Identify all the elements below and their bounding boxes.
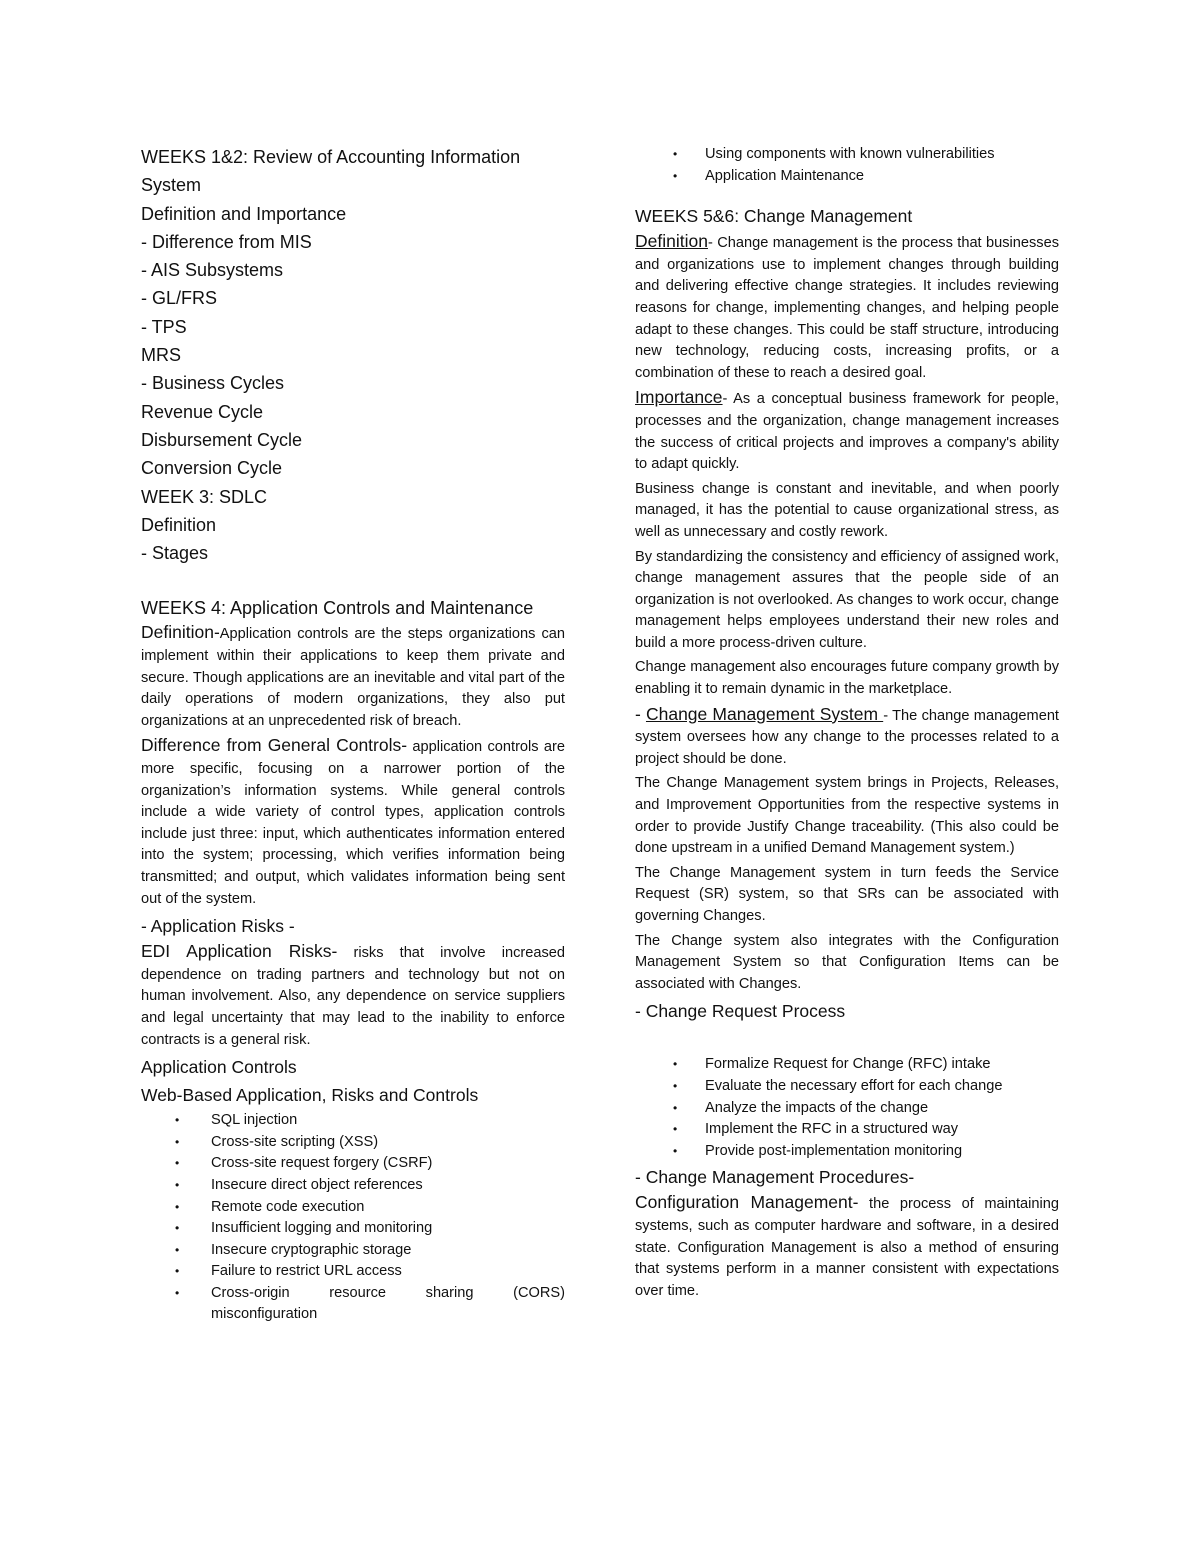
cm-importance-paragraph xyxy=(635,387,1059,475)
application-controls-heading: Application Controls xyxy=(141,1057,297,1078)
list-item: • Insecure cryptographic storage xyxy=(141,1240,565,1262)
cms-integrates-paragraph: The Change system also integrates with the Configuration Management System so that Configuration Items can be associated with Changes. xyxy=(635,932,1059,992)
outline-item: Disbursement Cycle xyxy=(141,429,303,450)
bullet-icon: • xyxy=(673,1057,678,1072)
list-item: • Cross-site request forgery (CSRF) xyxy=(141,1153,565,1175)
cm-definition-lead: Definition xyxy=(635,231,708,252)
spacer xyxy=(141,567,565,595)
bullet-icon: • xyxy=(673,1078,678,1093)
cms-prefix: - xyxy=(635,703,646,724)
difference-lead: Difference from General Controls- xyxy=(141,735,408,756)
list-item: • Cross-origin resource sharing (CORS) misconfiguration xyxy=(175,1284,565,1323)
web-based-heading: Web-Based Application, Risks and Controls xyxy=(141,1085,479,1106)
bullet-icon: • xyxy=(673,168,678,183)
bullet-icon: • xyxy=(175,1177,180,1192)
outline-item: - Stages xyxy=(141,543,209,564)
web-risks-list xyxy=(141,1110,565,1326)
bullet-icon: • xyxy=(175,1113,180,1128)
week-4-heading: WEEKS 4: Application Controls and Maintenance xyxy=(141,598,534,619)
cm-definition-paragraph xyxy=(635,231,1059,384)
change-request-heading: - Change Request Process xyxy=(635,1001,846,1022)
difference-text: application controls are more specific, focusing on a narrower portion of the organization’s information systems. While general controls include a wide variety of control types, application controls include just three: input, which authenticates information entered into the system; processing, which verifies information being transmitted; and output, which validates information being sent out of the system. xyxy=(141,739,565,907)
list-item: • Provide post-implementation monitoring xyxy=(635,1141,1059,1163)
bullet-icon: • xyxy=(175,1242,180,1257)
cm-importance-lead: Importance xyxy=(635,387,723,408)
request-process-list xyxy=(635,1054,1059,1162)
list-item: • Evaluate the necessary effort for each change xyxy=(635,1076,1059,1098)
definition-lead: Definition- xyxy=(141,622,220,643)
outline-item: - TPS xyxy=(141,316,187,337)
configuration-paragraph xyxy=(635,1192,1059,1302)
outline-item: - GL/FRS xyxy=(141,288,218,309)
weeks-1-2-heading-line-2: System xyxy=(141,175,202,196)
outline-item: - Business Cycles xyxy=(141,373,285,394)
outline-item: - AIS Subsystems xyxy=(141,260,284,281)
bullet-icon: • xyxy=(175,1285,180,1300)
list-item: • Cross-site scripting (XSS) xyxy=(141,1132,565,1154)
application-risks-heading: - Application Risks - xyxy=(141,916,295,937)
outline-item: Definition xyxy=(141,514,217,535)
top-bullets-list xyxy=(635,144,1059,187)
spacer xyxy=(635,187,1059,201)
growth-paragraph: Change management also encourages future company growth by enabling it to remain dynamic in the marketplace. xyxy=(635,659,1059,698)
list-item: • Analyze the impacts of the change xyxy=(635,1098,1059,1120)
right-column xyxy=(635,144,1059,1305)
definition-text: Application controls are the steps organizations can implement within their applications to keep them private and secure. Though applications are an inevitable and vital part of the daily operations of modern organizations, they also put organizations at an unprecedented risk of breach. xyxy=(141,626,565,729)
left-column xyxy=(141,143,565,1326)
list-item: • SQL injection xyxy=(141,1110,565,1132)
bullet-icon: • xyxy=(175,1134,180,1149)
definition-paragraph xyxy=(141,622,565,732)
list-item: • Application Maintenance xyxy=(635,166,1059,188)
configuration-text: the process of maintaining systems, such as computer hardware and software, in a desired state. Configuration Management is also a method of ensuring that systems perform in a manner consistent with expectations over time. xyxy=(635,1196,1059,1299)
bullet-icon: • xyxy=(175,1156,180,1171)
outline-item: Revenue Cycle xyxy=(141,401,264,422)
bullet-icon: • xyxy=(175,1221,180,1236)
list-item: • Failure to restrict URL access xyxy=(141,1261,565,1283)
cms-lead: Change Management System xyxy=(645,703,884,724)
bullet-icon: • xyxy=(673,1143,678,1158)
bullet-icon: • xyxy=(673,147,678,161)
difference-paragraph xyxy=(141,735,565,910)
cms-text: - The change management system oversees how any change to the processes related to a project should be done. xyxy=(635,707,1059,767)
list-item: • Remote code execution xyxy=(141,1197,565,1219)
edi-lead: EDI Application Risks- xyxy=(141,941,338,962)
list-item: • Insecure direct object references xyxy=(141,1175,565,1197)
bullet-icon: • xyxy=(673,1122,678,1137)
procedures-heading: - Change Management Procedures- xyxy=(635,1167,915,1188)
week-3-heading: WEEK 3: SDLC xyxy=(141,486,268,507)
list-item: • Using components with known vulnerabilities xyxy=(635,144,1059,166)
bullet-icon: • xyxy=(673,1100,678,1115)
bullet-icon: • xyxy=(175,1199,180,1214)
bullet-icon: • xyxy=(175,1264,180,1279)
spacer xyxy=(635,1026,1059,1054)
business-change-paragraph: Business change is constant and inevitable, and when poorly managed, it has the potential to cause organizational stress, as well as unnecessary and costly rework. xyxy=(635,480,1059,540)
configuration-lead: Configuration Management- xyxy=(635,1192,859,1213)
cms-brings-paragraph: The Change Management system brings in Projects, Releases, and Improvement Opportunities from the respective systems in order to provide Justify Change traceability. (This also could be done upstream in a unified Demand Management system.) xyxy=(635,775,1059,857)
weeks-1-2-heading-line-1: WEEKS 1&2: Review of Accounting Information xyxy=(141,147,521,167)
cms-paragraph xyxy=(635,704,1059,771)
list-item: • Insufficient logging and monitoring xyxy=(141,1218,565,1240)
outline-item: Conversion Cycle xyxy=(141,458,283,479)
edi-text: risks that involve increased dependence on trading partners and technology but not on human involvement. Also, any dependence on service suppliers and legal uncertainty that may lead to the inability to enforce contracts is a general risk. xyxy=(141,945,565,1048)
cm-definition-text: - Change management is the process that businesses and organizations use to implement changes through building and delivering effective change strategies. It includes reviewing reasons for change, implementing changes, and helping people adapt to these changes. This could be staff structure, introducing new technology, reducing costs, increasing profits, or a combination of these to reach a desired goal. xyxy=(635,235,1059,381)
list-item: • Implement the RFC in a structured way xyxy=(635,1119,1059,1141)
edi-paragraph xyxy=(141,941,565,1051)
standardizing-paragraph: By standardizing the consistency and efficiency of assigned work, change management assures that the people side of an organization is not overlooked. As changes to work occur, change management helps employees understand their new roles and build a more process-driven culture. xyxy=(635,548,1059,651)
outline-item: Definition and Importance xyxy=(141,203,347,224)
outline-item: - Difference from MIS xyxy=(141,231,312,252)
cms-feeds-paragraph: The Change Management system in turn feeds the Service Request (SR) system, so that SRs can be associated with governing Changes. xyxy=(635,864,1059,924)
weeks-5-6-heading: WEEKS 5&6: Change Management xyxy=(635,206,913,227)
cm-importance-text: - As a conceptual business framework for people, processes and the organization, change management increases the success of critical projects and improves a company's ability to adapt quickly. xyxy=(635,391,1059,473)
list-item: • Formalize Request for Change (RFC) intake xyxy=(635,1054,1059,1076)
outline-item: MRS xyxy=(141,345,181,366)
